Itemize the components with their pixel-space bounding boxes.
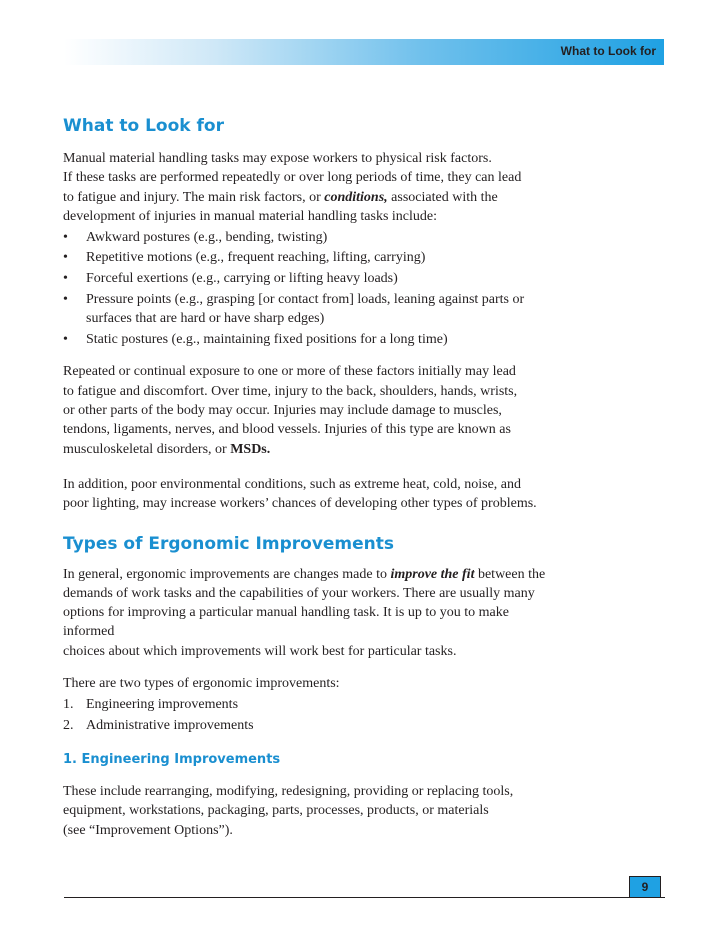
- improvement-types-list: [63, 695, 563, 735]
- emphasis-conditions: conditions,: [324, 189, 388, 205]
- risk-factor-list: [63, 228, 563, 350]
- intro-paragraph: Manual material handling tasks may expose workers to physical risk factors. If these tasks are performed repeatedly or over long periods of time, they can lead to fatigue and injury. The main risk factors, or conditions, associated with the development of injuries in manual material handling tasks include:: [63, 151, 522, 224]
- list-item: 1. Engineering improvements: [63, 696, 239, 712]
- page-content: [63, 116, 563, 840]
- footer-rule: [64, 897, 665, 898]
- list-item: 2. Administrative improvements: [63, 717, 254, 733]
- exposure-paragraph: Repeated or continual exposure to one or more of these factors initially may lead to fatigue and discomfort. Over time, injury to the back, shoulders, hands, wrists, or other parts of the body may occur. Injuries may include damage to muscles, tendons, ligaments, nerves, and blood vessels. Injuries of this type are known as musculoskeletal disorders, or MSDs.: [63, 364, 518, 457]
- section-heading-types-of-improvements: Types of Ergonomic Improvements: [63, 533, 395, 554]
- emphasis-improve-the-fit: improve the fit: [390, 566, 475, 582]
- emphasis-msds: MSDs.: [230, 441, 271, 457]
- types-intro: There are two types of ergonomic improvements:: [63, 676, 340, 692]
- list-item: • Repetitive motions (e.g., frequent reaching, lifting, carrying): [63, 248, 563, 267]
- section-heading-what-to-look-for: What to Look for: [63, 116, 224, 136]
- bullet-icon: •: [63, 292, 68, 308]
- header-bar: [64, 39, 664, 65]
- bullet-icon: •: [63, 332, 68, 348]
- list-item: • Forceful exertions (e.g., carrying or lifting heavy loads): [63, 269, 563, 288]
- environment-paragraph: In addition, poor environmental conditions, such as extreme heat, cold, noise, and poor lighting, may increase workers’ chances of developing other types of problems.: [63, 476, 537, 512]
- bullet-icon: •: [63, 229, 68, 245]
- list-item: • Pressure points (e.g., grasping [or contact from] loads, leaning against parts or surfaces that are hard or have sharp edges): [63, 292, 525, 327]
- page-number: 9: [629, 876, 661, 897]
- running-header-title: What to Look for: [560, 44, 656, 58]
- bullet-icon: •: [63, 250, 68, 266]
- bullet-icon: •: [63, 271, 68, 287]
- improvements-paragraph: In general, ergonomic improvements are changes made to improve the fit between the demands of work tasks and the capabilities of your workers. There are usually many options for improving a particular manual handling task. It is up to you to make informed choices about which improvements will work best for particular tasks.: [63, 566, 546, 659]
- list-item: • Static postures (e.g., maintaining fixed positions for a long time): [63, 330, 563, 349]
- subsection-heading-engineering: 1. Engineering Improvements: [63, 751, 281, 767]
- engineering-paragraph: These include rearranging, modifying, redesigning, providing or replacing tools, equipment, workstations, packaging, parts, processes, products, or materials (see “Improvement Options”).: [63, 783, 514, 838]
- list-item: • Awkward postures (e.g., bending, twisting): [63, 228, 563, 247]
